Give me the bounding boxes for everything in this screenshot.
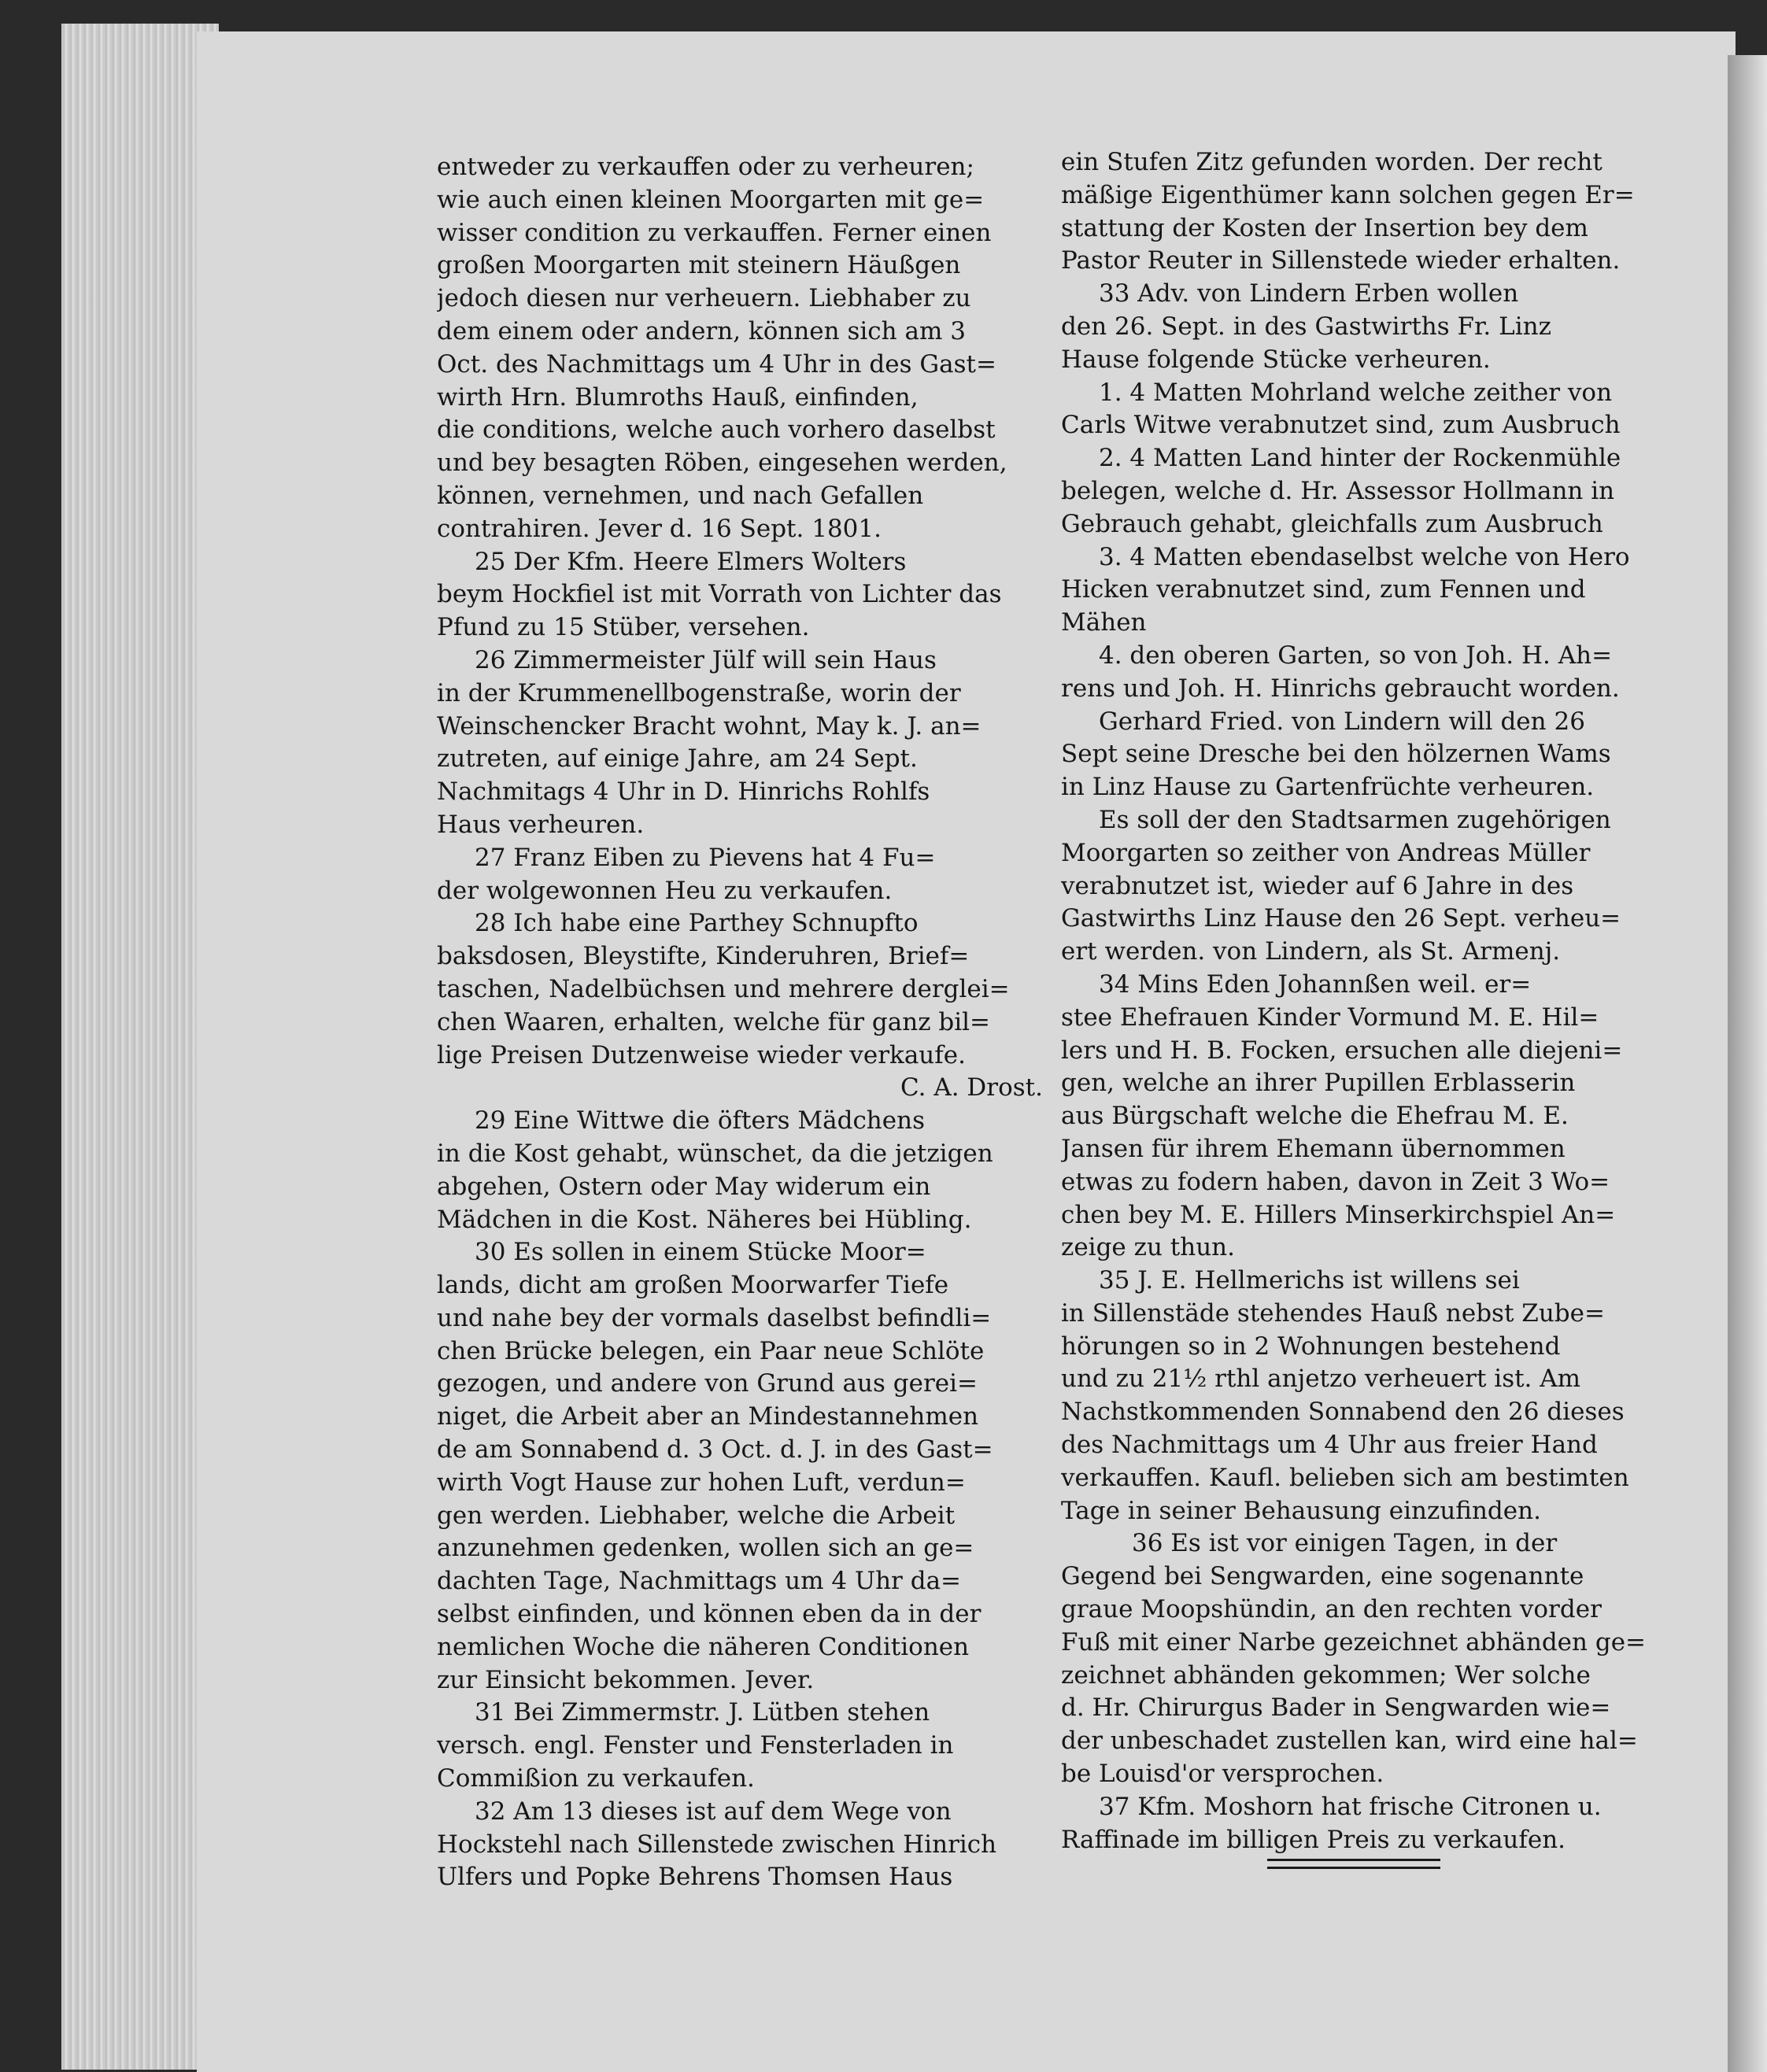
text-line: nemlichen Woche die näheren Conditionen [437,1632,970,1661]
text-line: niget, die Arbeit aber an Mindestannehmen [437,1402,979,1431]
text-line: etwas zu fodern haben, davon in Zeit 3 Wo= [1061,1167,1610,1196]
text-line: ein Stufen Zitz gefunden worden. Der recht [1061,148,1602,176]
text-line: wisser condition zu verkauffen. Ferner einen [437,218,992,247]
text-line: und bey besagten Röben, eingesehen werden, [437,449,1007,478]
text-line: zutreten, auf einige Jahre, am 24 Sept. [437,744,918,774]
text-line: anzunehmen gedenken, wollen sich an ge= [437,1534,974,1563]
text-line: abgehen, Ostern oder May widerum ein [437,1172,931,1201]
notice-33-start: 33 Adv. von Lindern Erben wollen [1099,279,1519,308]
list-item-3: 3. 4 Matten ebendaselbst welche von Hero [1099,542,1630,571]
text-line: in der Krummenellbogenstraße, worin der [437,678,961,707]
text-line: Gegend bei Sengwarden, eine sogenannte [1061,1562,1584,1591]
notice-lindern-start: Gerhard Fried. von Lindern will den 26 [1099,707,1585,736]
text-line: in Sillenstäde stehendes Hauß nebst Zube= [1061,1298,1605,1328]
facing-page-edge [1728,55,1767,2072]
notice-28-start: 28 Ich habe eine Parthey Schnupfto [475,909,919,938]
text-line: selbst einfinden, und können eben da in der [437,1600,981,1629]
text-line: Oct. des Nachmittags um 4 Uhr in des Gast= [437,349,996,379]
text-line: dachten Tage, Nachmittags um 4 Uhr da= [437,1567,962,1596]
list-item-2: 2. 4 Matten Land hinter der Rockenmühle [1099,444,1621,473]
text-line: taschen, Nadelbüchsen und mehrere derglei= [437,974,1010,1003]
text-line: gen werden. Liebhaber, welche die Arbeit [437,1501,956,1530]
text-line: Mähen [1061,608,1147,637]
text-line: chen Waaren, erhalten, welche für ganz bil= [437,1007,991,1036]
text-line: Raffinade im billigen Preis zu verkaufen. [1061,1825,1566,1854]
text-line: Gastwirths Linz Hause den 26 Sept. verheu= [1061,904,1621,933]
notice-25-start: 25 Der Kfm. Heere Elmers Wolters [475,547,907,576]
text-line: d. Hr. Chirurgus Bader in Sengwarden wie= [1061,1693,1611,1723]
text-line: Hockstehl nach Sillenstede zwischen Hinrich [437,1830,997,1859]
text-line: Commißion zu verkaufen. [437,1764,755,1793]
text-line: baksdosen, Bleystifte, Kinderuhren, Brief= [437,942,970,971]
text-line: entweder zu verkauffen oder zu verheuren; [437,153,974,181]
text-line: die conditions, welche auch vorhero daselbst [437,416,996,445]
text-line: belegen, welche d. Hr. Assessor Hollmann in [1061,476,1615,505]
text-line: Fuß mit einer Narbe gezeichnet abhänden ge= [1061,1627,1647,1656]
text-line: Haus verheuren. [437,810,645,839]
notice-37-start: 37 Kfm. Moshorn hat frische Citronen u. [1099,1792,1602,1821]
text-line: aus Bürgschaft welche die Ehefrau M. E. [1061,1102,1569,1131]
text-line: lige Preisen Dutzenweise wieder verkaufe. [437,1040,966,1069]
page-edges [61,24,219,2070]
text-line: Pfund zu 15 Stüber, versehen. [437,613,810,642]
notice-30-start: 30 Es sollen in einem Stücke Moor= [475,1238,926,1267]
signature-drost: C. A. Drost. [900,1073,1043,1102]
text-line: lands, dicht am großen Moorwarfer Tiefe [437,1271,949,1300]
text-line: de am Sonnabend d. 3 Oct. d. J. in des Gast= [437,1435,993,1464]
text-line: zeige zu thun. [1061,1233,1235,1262]
text-line: Moorgarten so zeither von Andreas Müller [1061,838,1591,867]
text-line: versch. engl. Fenster und Fensterladen in [437,1731,954,1760]
text-line: graue Moopshündin, an den rechten vorder [1061,1595,1602,1624]
text-line: chen bey M. E. Hillers Minserkirchspiel An= [1061,1200,1616,1229]
notice-27-start: 27 Franz Eiben zu Pievens hat 4 Fu= [475,843,936,872]
notice-32-start: 32 Am 13 dieses ist auf dem Wege von [475,1797,952,1826]
text-line: Nachstkommenden Sonnabend den 26 dieses [1061,1398,1625,1427]
text-line: jedoch diesen nur verheuern. Liebhaber zu [437,284,971,313]
text-line: Mädchen in die Kost. Näheres bei Hübling. [437,1205,972,1234]
text-line: Hicken verabnutzet sind, zum Fennen und [1061,575,1586,604]
text-line: stattung der Kosten der Insertion bey dem [1061,213,1588,242]
text-line: dem einem oder andern, können sich am 3 [437,316,966,345]
list-item-1: 1. 4 Matten Mohrland welche zeither von [1099,378,1613,407]
text-line: Ulfers und Popke Behrens Thomsen Haus [437,1863,953,1892]
end-rule-bottom [1267,1867,1440,1869]
text-line: der unbeschadet zustellen kan, wird eine hal= [1061,1727,1638,1756]
end-rule-top [1267,1859,1440,1861]
text-line: zeichnet abhänden gekommen; Wer solche [1061,1660,1591,1690]
notice-26-start: 26 Zimmermeister Jülf will sein Haus [475,645,937,674]
text-line: hörungen so in 2 Wohnungen bestehend [1061,1331,1561,1361]
right-text-column [1061,146,1683,1856]
text-line: Pastor Reuter in Sillenstede wieder erhalten. [1061,246,1621,275]
text-line: und nahe bey der vormals daselbst befindli= [437,1303,992,1332]
text-line: lers und H. B. Focken, ersuchen alle diejeni= [1061,1036,1623,1065]
notice-29-start: 29 Eine Wittwe die öfters Mädchens [475,1106,925,1136]
text-line: Sept seine Dresche bei den hölzernen Wams [1061,740,1611,769]
text-line: und zu 21½ rthl anjetzo verheuert ist. Am [1061,1365,1581,1394]
text-line: mäßige Eigenthümer kann solchen gegen Er= [1061,180,1635,209]
text-line: gen, welche an ihrer Pupillen Erblasserin [1061,1069,1576,1098]
text-line: in die Kost gehabt, wünschet, da die jetzigen [437,1139,993,1168]
text-line: zur Einsicht bekommen. Jever. [437,1665,815,1694]
notice-armen-start: Es soll der den Stadtsarmen zugehörigen [1099,805,1611,834]
text-line: großen Moorgarten mit steinern Häußgen [437,251,961,280]
text-line: Gebrauch gehabt, gleichfalls zum Ausbruch [1061,509,1603,538]
text-line: Weinschencker Bracht wohnt, May k. J. an= [437,711,981,741]
text-line: Tage in seiner Behausung einzufinden. [1061,1496,1541,1525]
text-line: beym Hockfiel ist mit Vorrath von Lichter das [437,580,1002,609]
text-line: gezogen, und andere von Grund aus gerei= [437,1369,978,1398]
text-line: verkauffen. Kaufl. belieben sich am bestimten [1061,1463,1629,1492]
text-line: chen Brücke belegen, ein Paar neue Schlöte [437,1336,985,1365]
text-line: Carls Witwe verabnutzet sind, zum Ausbruch [1061,411,1621,440]
notice-31-start: 31 Bei Zimmermstr. J. Lütben stehen [475,1698,930,1727]
text-line: ert werden. von Lindern, als St. Armenj. [1061,937,1561,966]
left-text-column [437,151,1059,1894]
text-line: wie auch einen kleinen Moorgarten mit ge= [437,185,985,214]
notice-35-start: 35 J. E. Hellmerichs ist willens sei [1099,1266,1520,1295]
text-line: contrahiren. Jever d. 16 Sept. 1801. [437,514,882,543]
text-line: be Louisd'or versprochen. [1061,1760,1384,1789]
text-line: der wolgewonnen Heu zu verkaufen. [437,876,893,905]
text-line: Jansen für ihrem Ehemann übernommen [1061,1134,1566,1163]
text-line: wirth Vogt Hause zur hohen Luft, verdun= [437,1468,966,1497]
text-line: können, vernehmen, und nach Gefallen [437,481,924,510]
text-line: verabnutzet ist, wieder auf 6 Jahre in des [1061,871,1574,900]
list-item-4: 4. den oberen Garten, so von Joh. H. Ah= [1099,641,1613,670]
text-line: des Nachmittags um 4 Uhr aus freier Hand [1061,1431,1598,1460]
text-line: stee Ehefrauen Kinder Vormund M. E. Hil= [1061,1003,1599,1032]
notice-34-start: 34 Mins Eden Johannßen weil. er= [1099,970,1532,999]
text-line: wirth Hrn. Blumroths Hauß, einfinden, [437,382,919,412]
text-line: Hause folgende Stücke verheuren. [1061,345,1491,374]
text-line: den 26. Sept. in des Gastwirths Fr. Linz [1061,312,1551,341]
text-line: rens und Joh. H. Hinrichs gebraucht worden. [1061,674,1620,703]
notice-36-start: 36 Es ist vor einigen Tagen, in der [1132,1529,1558,1558]
text-line: Nachmitags 4 Uhr in D. Hinrichs Rohlfs [437,777,930,807]
text-line: in Linz Hause zu Gartenfrüchte verheuren. [1061,773,1595,802]
